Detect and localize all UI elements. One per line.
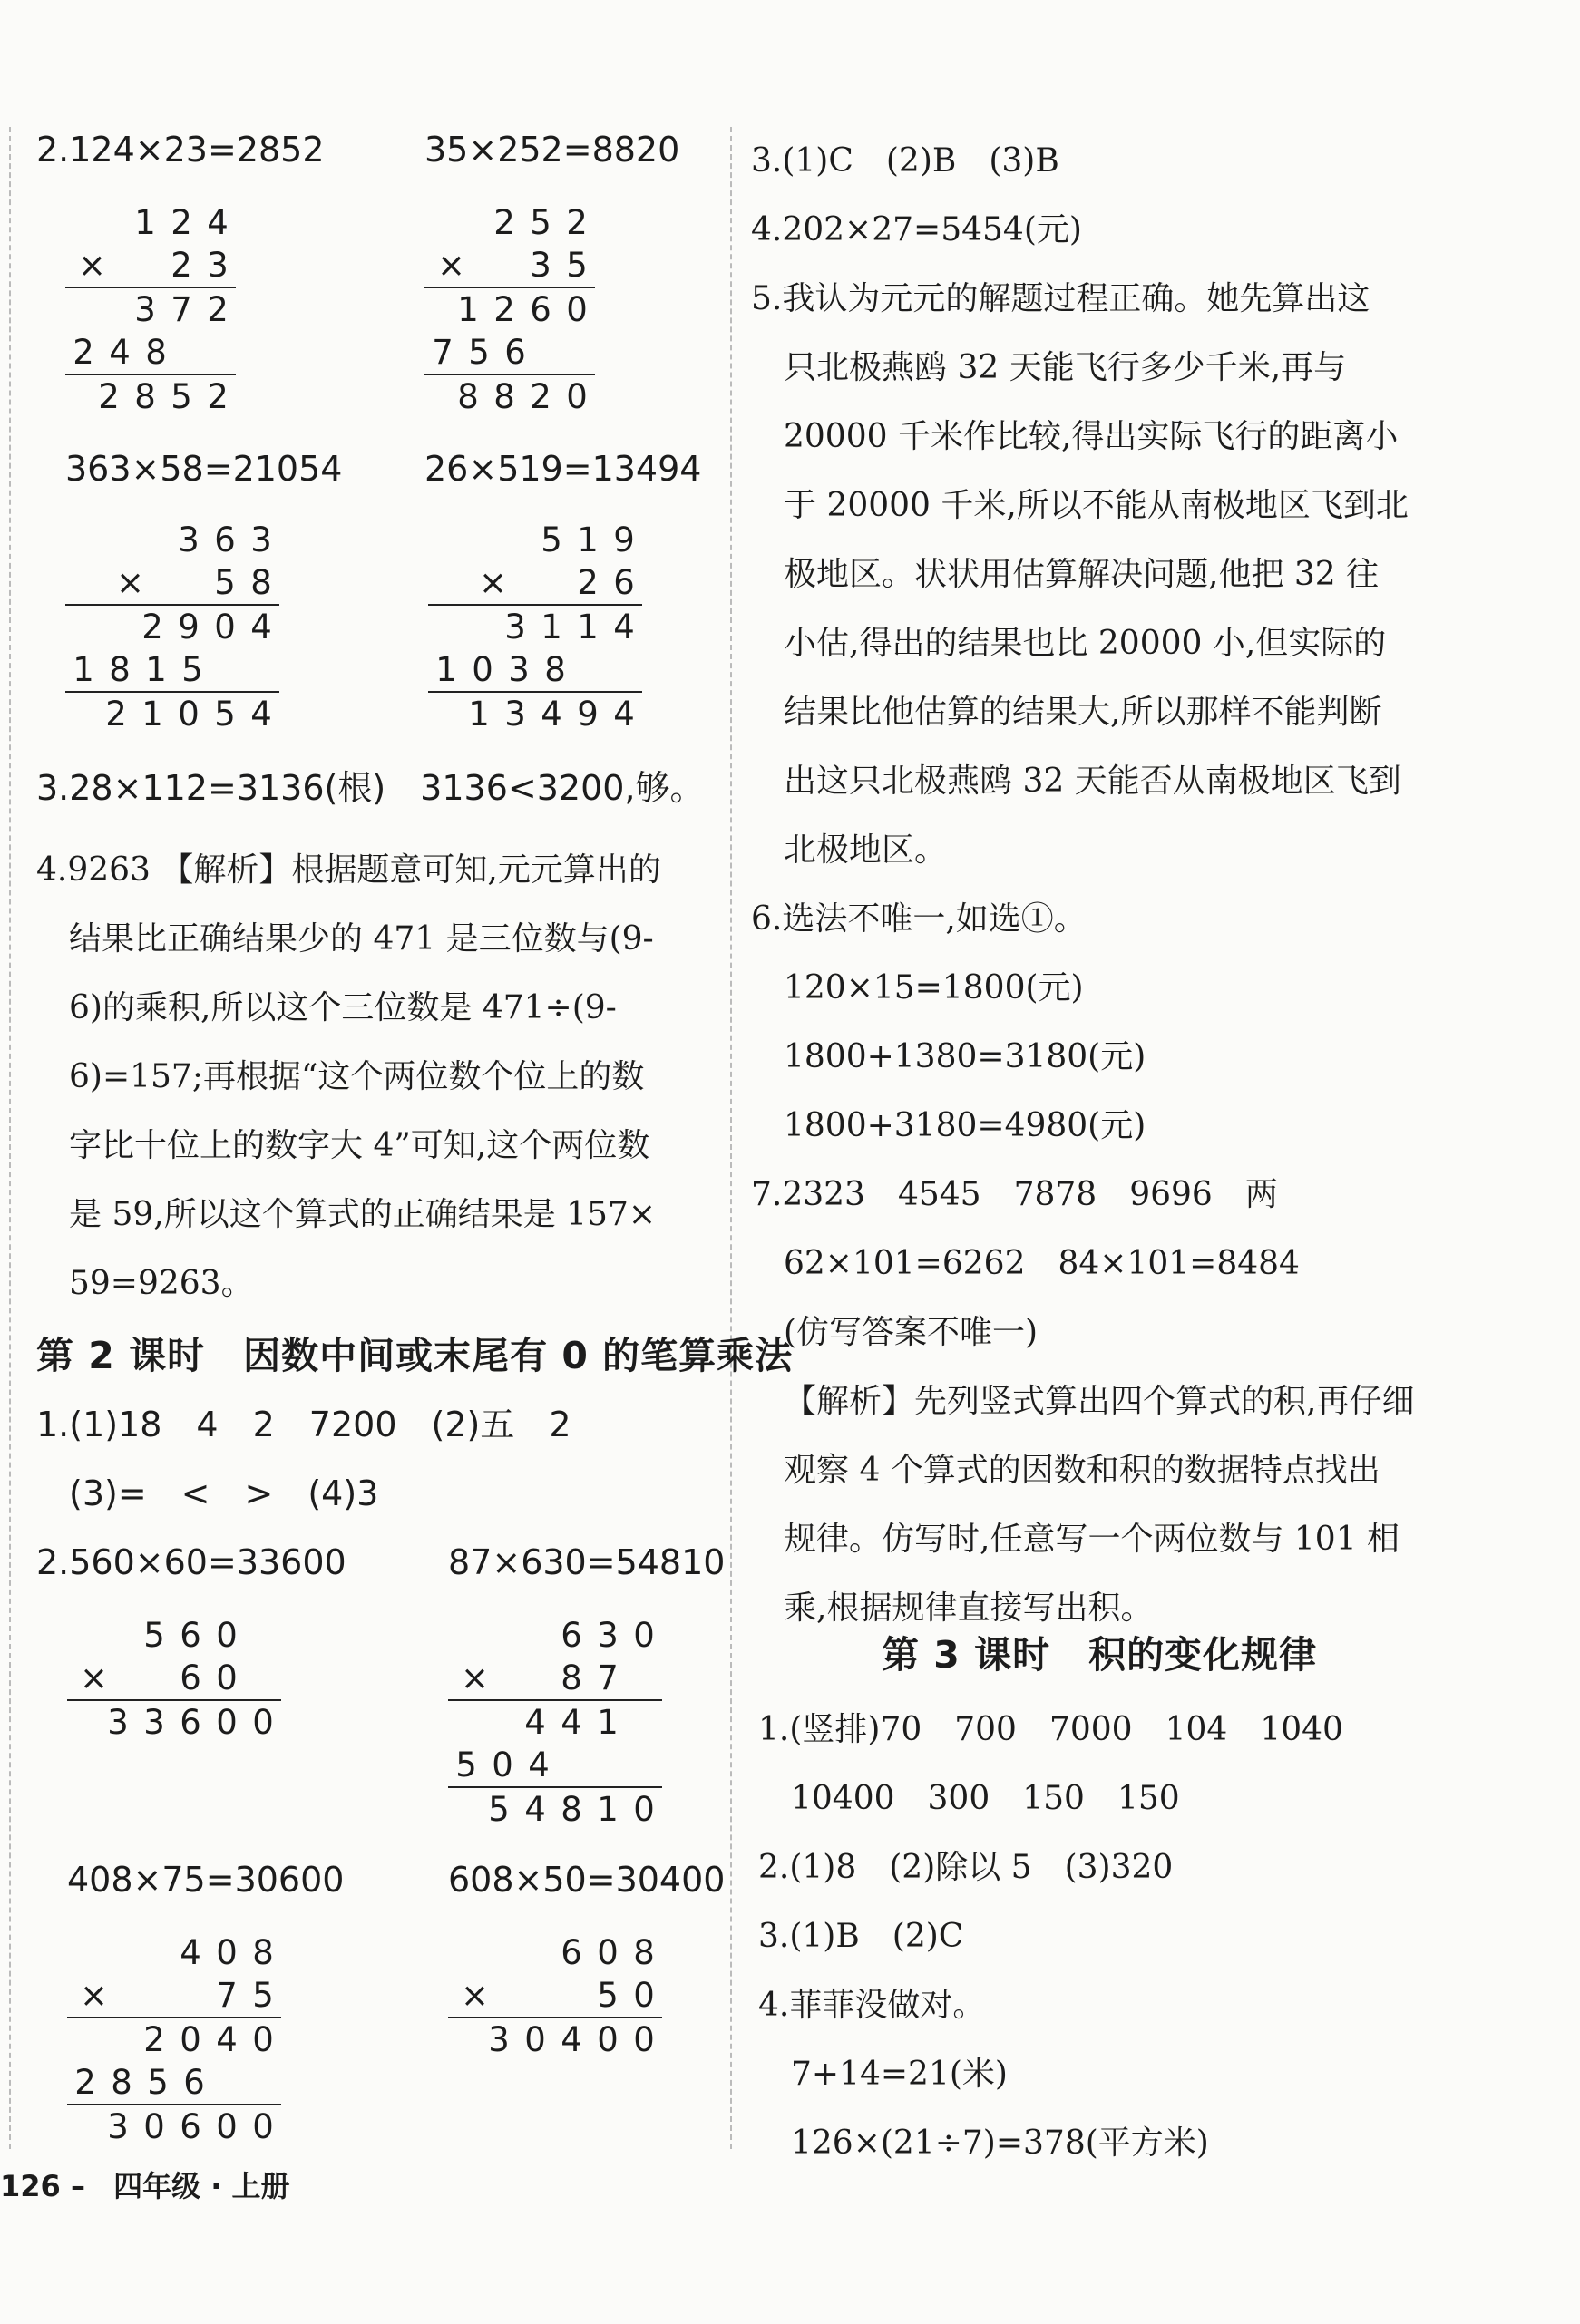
lesson-3-title: 第 3 课时 积的变化规律 <box>882 1633 1318 1677</box>
grade-label: 四年级 · 上册 <box>113 2169 290 2203</box>
vertical-calc-608x50: 6 0 8 × 5 0 3 0 4 0 0 <box>448 1931 662 2061</box>
vertical-calc-630x87: 6 3 0 × 8 7 4 4 1 5 0 4 5 4 8 1 0 <box>448 1614 662 1831</box>
q2-equation-3: 363×58=21054 <box>65 449 343 489</box>
vertical-calc-124x23: 1 2 4 × 2 3 3 7 2 2 4 8 2 8 5 2 <box>65 201 236 418</box>
footer-dash: – <box>70 2169 85 2203</box>
lesson-2-title: 第 2 课时 因数中间或末尾有 0 的笔算乘法 <box>36 1334 794 1377</box>
lesson2-q2-equation-3: 408×75=30600 <box>67 1860 345 1900</box>
vertical-calc-560x60: 5 6 0 × 6 0 3 3 6 0 0 <box>67 1614 281 1744</box>
lesson2-q2-equation-2: 87×630=54810 <box>448 1542 726 1582</box>
q2-equation-1: 2.124×23=2852 <box>36 130 325 170</box>
q7-explanation: 【解析】先列竖式算出四个算式的积,再仔细 观察 4 个算式的因数和积的数据特点找出 规律。仿写时,任意写一个两位数与 101 相 乘,根据规律直接写出积。 <box>784 1383 1415 1627</box>
left-margin-line <box>9 127 11 2149</box>
lesson2-q1-line1: 1.(1)18 4 2 7200 (2)五 2 <box>36 1405 571 1444</box>
q3-answer: 3.28×112=3136(根) 3136<3200,够。 <box>36 768 705 808</box>
vertical-calc-408x75: 4 0 8 × 7 5 2 0 4 0 2 8 5 6 3 0 6 0 0 <box>67 1931 281 2148</box>
q2-equation-4: 26×519=13494 <box>424 449 702 489</box>
right-q3-q4: 3.(1)C (2)B (3)B 4.202×27=5454(元) <box>751 142 1082 248</box>
column-divider <box>730 127 732 2149</box>
q4-explanation: 4.9263 【解析】根据题意可知,元元算出的 结果比正确结果少的 471 是三位数与(9- 6)的乘积,所以这个三位数是 471÷(9- 6)=157;再根据“这个两位数个位上的数 字比十位上的数字大 4”可知,这个两位数 是 59,所以这个算式的正确结果是 157× 59=9263。 <box>36 851 661 1302</box>
lesson2-q2-equation-4: 608×50=30400 <box>448 1860 726 1900</box>
lesson3-answers: 1.(竖排)70 700 7000 104 1040 10400 300 150 150 2.(1)8 (2)除以 5 (3)320 3.(1)B (2)C 4.菲菲没做对。 7+14=21(米) 126×(21÷7)=378(平方米) <box>758 1711 1343 2162</box>
page-number: 126 <box>0 2169 61 2203</box>
vertical-calc-363x58: 3 6 3 × 5 8 2 9 0 4 1 8 1 5 2 1 0 5 4 <box>65 519 279 735</box>
q7-answer: 7.2323 4545 7878 9696 两 62×101=6262 84×101=8484 (仿写答案不唯一) <box>751 1176 1300 1351</box>
lesson2-q2-equation-1: 2.560×60=33600 <box>36 1542 346 1582</box>
vertical-calc-519x26: 5 1 9 × 2 6 3 1 1 4 1 0 3 8 1 3 4 9 4 <box>428 519 642 735</box>
q5-answer: 5.我认为元元的解题过程正确。她先算出这 只北极燕鸥 32 天能飞行多少千米,再与 20000 千米作比较,得出实际飞行的距离小 于 20000 千米,所以不能从南极地区飞到北 极地区。状状用估算解决问题,他把 32 往 小估,得出的结果也比 20000 小,但实际的 结果比他估算的结果大,所以那样不能判断 出这只北极燕鸥 32 天能否从南极地区飞到 北极地区。 <box>751 280 1409 869</box>
lesson2-q1-line2: (3)= < > (4)3 <box>69 1473 379 1513</box>
vertical-calc-252x35: 2 5 2 × 3 5 1 2 6 0 7 5 6 8 8 2 0 <box>424 201 595 418</box>
page-footer <box>0 2164 290 2205</box>
q2-equation-2: 35×252=8820 <box>424 130 680 170</box>
q6-answer: 6.选法不唯一,如选①。 120×15=1800(元) 1800+1380=3180(元) 1800+3180=4980(元) <box>751 900 1146 1144</box>
